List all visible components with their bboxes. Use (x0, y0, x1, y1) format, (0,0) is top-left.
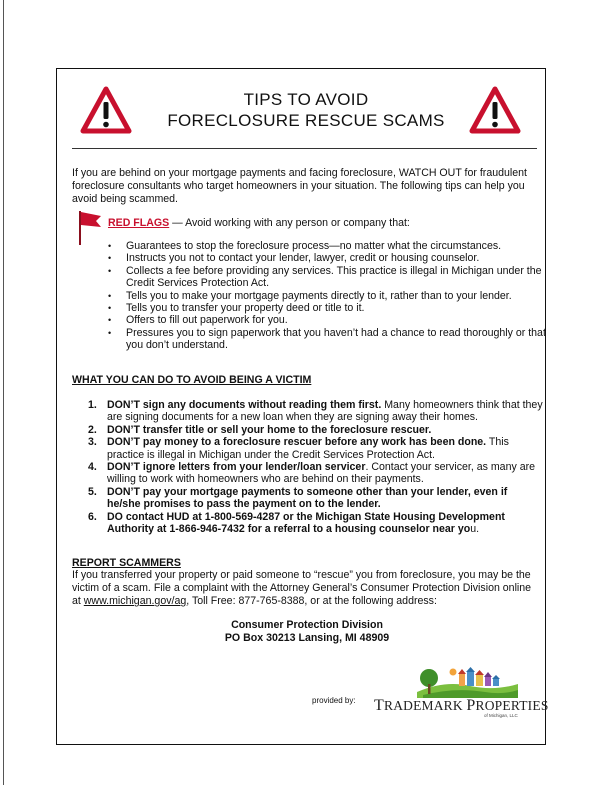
step-bold-text: DON’T sign any documents without reading them first. (107, 399, 382, 411)
page-title-line2: FORECLOSURE RESCUE SCAMS (167, 111, 445, 130)
list-item: • Instructs you not to contact your lender, lawyer, credit or housing counselor. (108, 252, 548, 264)
step-bold-text: DON’T ignore letters from your lender/loan servicer (107, 461, 366, 474)
logo-word: RADEMARK (383, 698, 467, 713)
step-number: 5. (88, 485, 97, 498)
report-section-heading: REPORT SCAMMERS (72, 557, 181, 569)
step-text: . Contact your servicer, as many are willing to work with homeowners who are behind on their payments. (107, 461, 536, 486)
logo-initial: P (466, 697, 476, 714)
page-edge-line (3, 0, 4, 785)
report-paragraph (72, 569, 542, 608)
step-bold-text: DO contact HUD at 1-800-569-4287 or the Michigan State Housing Development Authority at 1-866-946-7432 for a referral to a housing counselor near yo (107, 510, 505, 536)
address-line2: PO Box 30213 Lansing, MI 48909 (224, 632, 390, 644)
report-text-end: , Toll Free: 877-765-8388, or at the following address: (186, 595, 437, 607)
red-flags-heading (108, 217, 410, 229)
trademark-properties-logo-text (374, 697, 549, 715)
provided-by-label: provided by: (312, 696, 356, 705)
list-item (88, 399, 543, 424)
step-bold-text: DON’T transfer title or sell your home to the foreclosure rescuer. (107, 423, 432, 436)
red-flags-intro: — Avoid working with any person or company that: (169, 217, 410, 229)
list-item (88, 424, 543, 436)
report-text: If you transferred your property or paid someone to “rescue” you from foreclosure, you may be the victim of a scam. File a complaint with the Attorney General’s Consumer Protection Division online at (72, 569, 532, 607)
intro-paragraph: If you are behind on your mortgage payments and facing foreclosure, WATCH OUT for fraudulent foreclosure consultants who target homeowners in your situation. The following tips can help you avoid being scammed. (72, 167, 527, 205)
step-text: This practice is illegal in Michigan under the Credit Services Protection Act. (107, 436, 509, 461)
list-item: • Guarantees to stop the foreclosure process—no matter what the circumstances. (108, 240, 548, 252)
step-bold-text: DON’T pay money to a foreclosure rescuer before any work has been done. (107, 436, 487, 449)
red-flag-icon (78, 210, 102, 246)
attorney-general-link[interactable]: www.michigan.gov/ag (83, 595, 187, 607)
step-text: Many homeowners think that they are signing documents for a new loan when they are signing away their homes. (107, 399, 543, 424)
step-text: u. (470, 523, 480, 536)
logo-word: ROPERTIES (475, 698, 549, 713)
logo-initial: T (374, 697, 384, 714)
red-flags-title: RED FLAGS (108, 217, 170, 229)
list-item (88, 511, 543, 536)
red-flags-list (108, 240, 548, 352)
list-item (88, 461, 543, 486)
victim-section-heading: WHAT YOU CAN DO TO AVOID BEING A VICTIM (72, 374, 312, 386)
step-number: 4. (88, 461, 97, 474)
title-divider (72, 148, 537, 149)
list-item (88, 486, 543, 511)
list-item: • Tells you to transfer your property deed or title to it. (108, 302, 548, 314)
step-bold-text: DON’T pay your mortgage payments to someone other than your lender, even if he/she promises to pass the payment on to the lender. (107, 485, 508, 511)
list-item: • Pressures you to sign paperwork that you haven’t had a chance to read thoroughly or that you don’t understand. (108, 327, 548, 352)
step-number: 6. (88, 510, 97, 523)
page-title-line1: TIPS TO AVOID (243, 90, 369, 109)
warning-icon-right (469, 86, 521, 134)
address-line1: Consumer Protection Division (231, 619, 383, 631)
step-number: 1. (88, 399, 97, 411)
warning-icon-left (80, 86, 132, 134)
list-item (88, 436, 543, 461)
list-item: • Offers to fill out paperwork for you. (108, 314, 548, 326)
step-number: 3. (88, 436, 97, 449)
logo-subtitle: of Michigan, LLC (484, 713, 518, 718)
list-item: • Collects a fee before providing any services. This practice is illegal in Michigan under the Credit Services Protection Act. (108, 265, 548, 290)
trademark-properties-logo-icon (415, 662, 520, 700)
list-item: • Tells you to make your mortgage payments directly to it, rather than to your lender. (108, 290, 548, 302)
step-number: 2. (88, 423, 97, 436)
victim-steps-list (88, 399, 543, 535)
